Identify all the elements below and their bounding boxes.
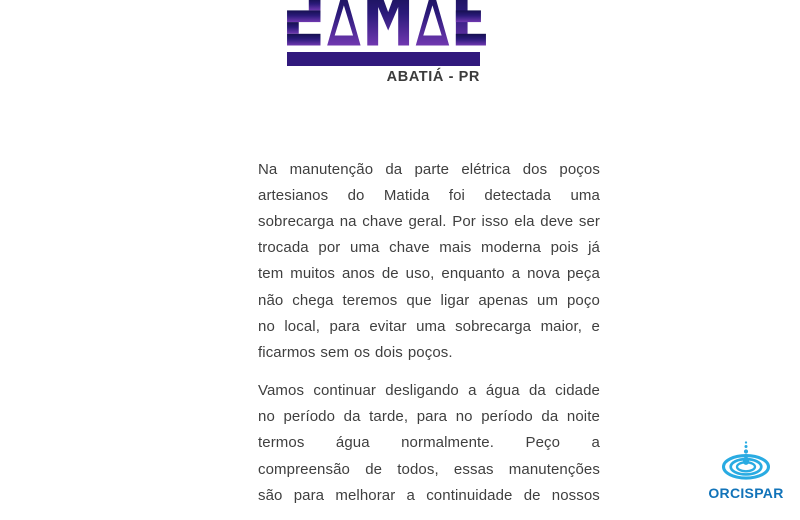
text-line: artesianos do Matida foi detectada uma: [258, 186, 600, 204]
text-line: no local, para evitar uma sobrecarga maior, e: [258, 317, 600, 335]
text-line: Vamos continuar desligando a água da cidade: [258, 382, 600, 400]
text-line: não chega teremos que ligar apenas um poço: [258, 291, 600, 309]
text-line: no período da tarde, para no período da noite: [258, 408, 600, 426]
samae-wordmark-icon: [287, 0, 486, 46]
text-line: ficarmos sem os dois poços.: [258, 343, 453, 361]
text-line: Na manutenção da parte elétrica dos poços: [258, 160, 600, 178]
text-line: tem muitos anos de uso, enquanto a nova peça: [258, 265, 600, 283]
text-line: são para melhorar a continuidade de nossos: [258, 486, 600, 504]
text-line: trocada por uma chave mais moderna pois já: [258, 239, 600, 257]
orcispar-logo: [700, 437, 792, 501]
samae-location-label: ABATIÁ - PR: [386, 69, 480, 85]
samae-logo: [287, 0, 487, 95]
notice-paragraph: [258, 156, 600, 366]
notice-text: [258, 156, 600, 520]
text-line: sobrecarga na chave geral. Por isso ela deve ser: [258, 212, 600, 230]
orcispar-name-label: ORCISPAR: [708, 485, 784, 501]
notice-paragraph: [258, 378, 600, 509]
water-drop-ripple-icon: [719, 437, 773, 484]
samae-logo-underline: [287, 52, 480, 66]
text-line: termos água normalmente. Peço a: [258, 434, 600, 452]
text-line: compreensão de todos, essas manutenções: [258, 460, 600, 478]
